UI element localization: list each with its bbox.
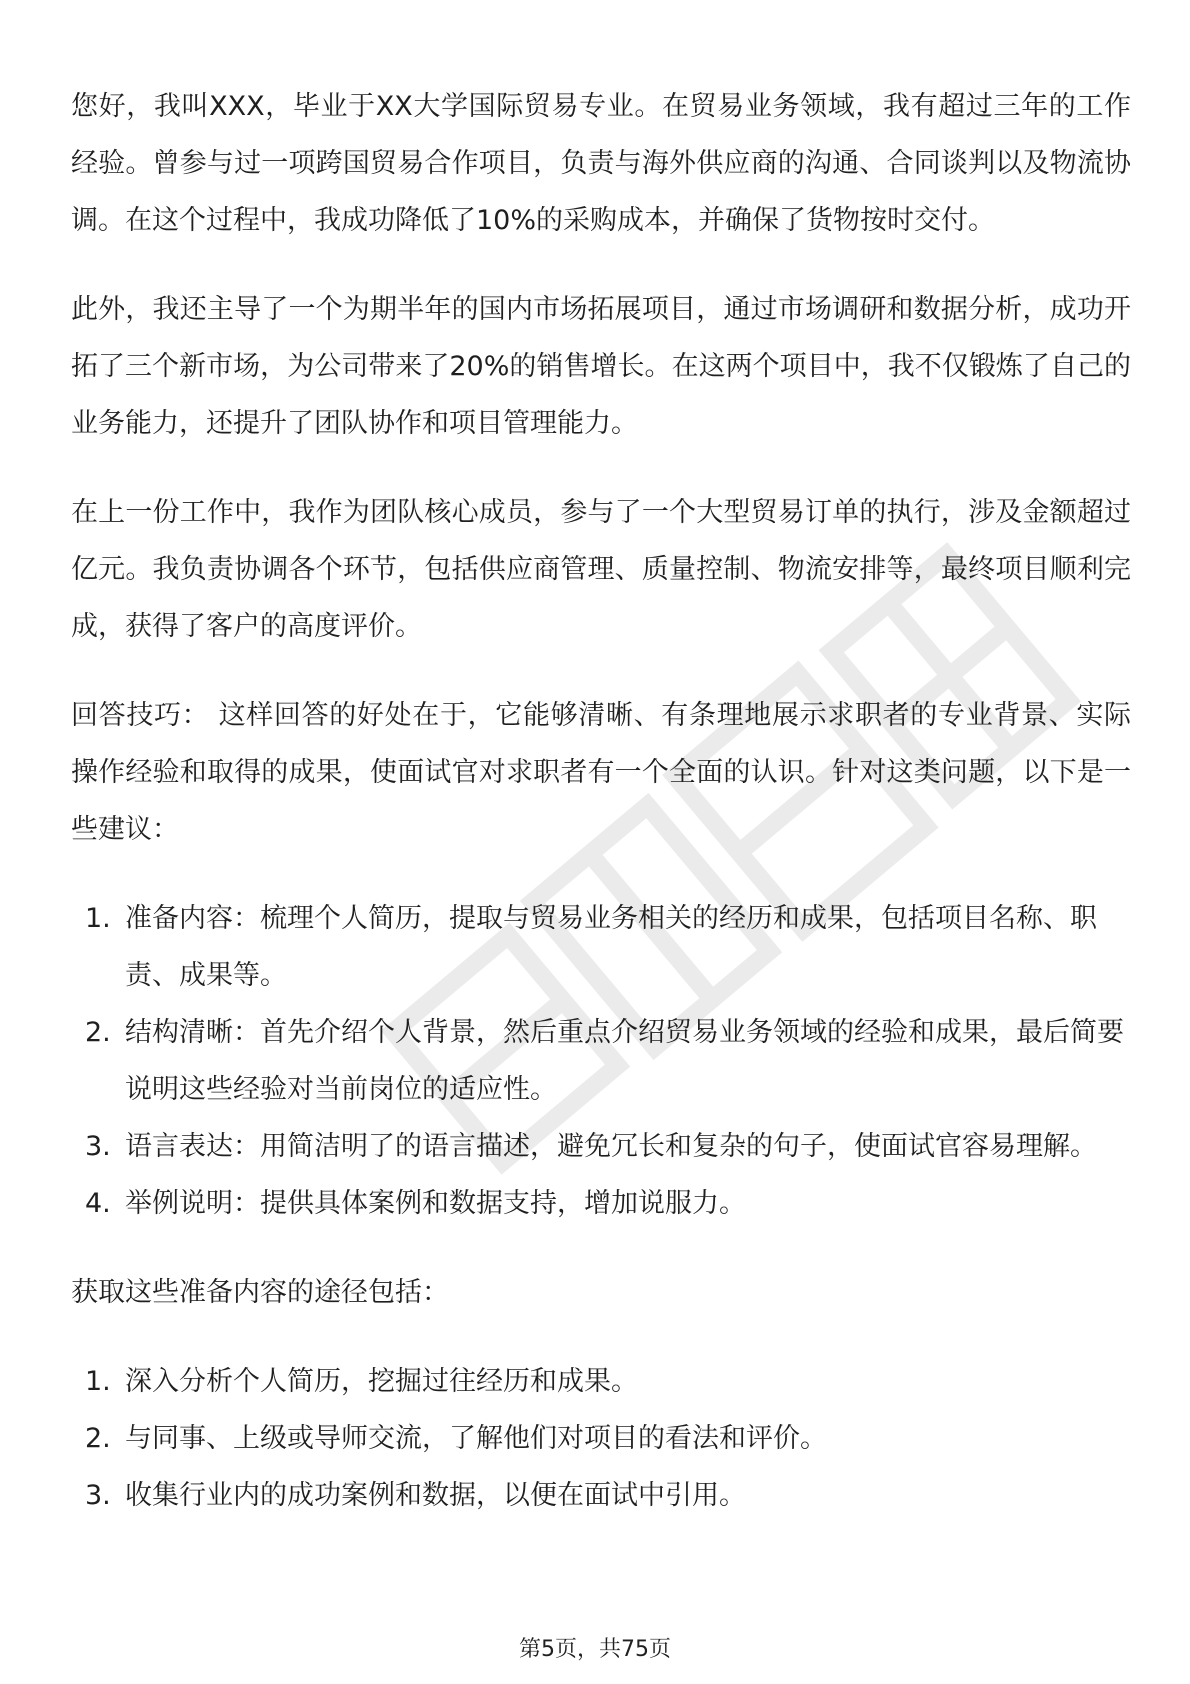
- list-item-number: 2.: [85, 1423, 111, 1454]
- list-item-text: 收集行业内的成功案例和数据，以便在面试中引用。: [125, 1480, 746, 1511]
- tips-list: [71, 890, 1131, 1232]
- list-item: [71, 1004, 1131, 1118]
- paragraph-answer-tips: 回答技巧： 这样回答的好处在于，它能够清晰、有条理地展示求职者的专业背景、实际操作经验和取得的成果，使面试官对求职者有一个全面的认识。针对这类问题，以下是一些建议：: [71, 700, 1131, 845]
- page-footer: 第5页，共75页: [519, 1637, 671, 1662]
- list-item: [71, 1410, 1131, 1467]
- list-item: [71, 1175, 1131, 1232]
- list-item-number: 4.: [85, 1188, 111, 1219]
- list-item-number: 2.: [85, 1017, 111, 1048]
- list-item-text: 语言表达：用简洁明了的语言描述，避免冗长和复杂的句子，使面试官容易理解。: [125, 1131, 1097, 1162]
- document-body: [71, 78, 1131, 1556]
- list-item-text: 深入分析个人简历，挖掘过往经历和成果。: [125, 1366, 638, 1397]
- list-item: [71, 890, 1131, 1004]
- list-item: [71, 1118, 1131, 1175]
- list-item-number: 1.: [85, 903, 111, 934]
- paragraph-intro: 您好，我叫XXX，毕业于XX大学国际贸易专业。在贸易业务领域，我有超过三年的工作经验。曾参与过一项跨国贸易合作项目，负责与海外供应商的沟通、合同谈判以及物流协调。在这个过程中，我成功降低了10%的采购成本，并确保了货物按时交付。: [71, 91, 1131, 236]
- list-item-text: 准备内容：梳理个人简历，提取与贸易业务相关的经历和成果，包括项目名称、职责、成果等。: [125, 903, 1097, 991]
- paragraph-market-project: 此外，我还主导了一个为期半年的国内市场拓展项目，通过市场调研和数据分析，成功开拓了三个新市场，为公司带来了20%的销售增长。在这两个项目中，我不仅锻炼了自己的业务能力，还提升了团队协作和项目管理能力。: [71, 294, 1131, 439]
- paragraph-sources-intro: 获取这些准备内容的途径包括：: [71, 1277, 449, 1308]
- paragraph-previous-job: 在上一份工作中，我作为团队核心成员，参与了一个大型贸易订单的执行，涉及金额超过亿元。我负责协调各个环节，包括供应商管理、质量控制、物流安排等，最终项目顺利完成，获得了客户的高度评价。: [71, 497, 1131, 642]
- list-item: [71, 1353, 1131, 1410]
- list-item-text: 结构清晰：首先介绍个人背景，然后重点介绍贸易业务领域的经验和成果，最后简要说明这些经验对当前岗位的适应性。: [125, 1017, 1124, 1105]
- list-item: [71, 1467, 1131, 1524]
- list-item-number: 3.: [85, 1480, 111, 1511]
- list-item-number: 1.: [85, 1366, 111, 1397]
- sources-list: [71, 1353, 1131, 1524]
- list-item-text: 举例说明：提供具体案例和数据支持，增加说服力。: [125, 1188, 746, 1219]
- list-item-number: 3.: [85, 1131, 111, 1162]
- list-item-text: 与同事、上级或导师交流，了解他们对项目的看法和评价。: [125, 1423, 827, 1454]
